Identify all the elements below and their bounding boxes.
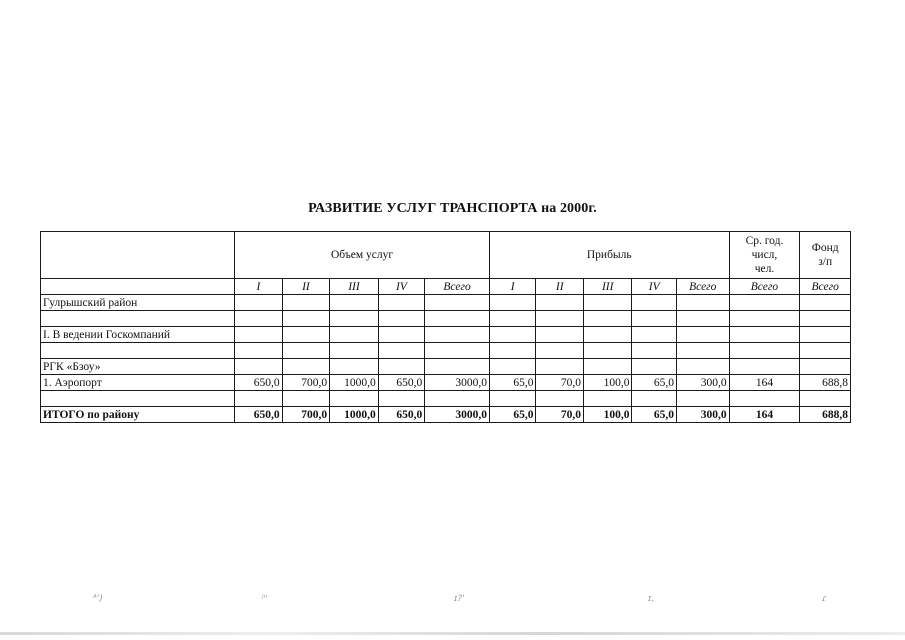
page-title: РАЗВИТИЕ УСЛУГ ТРАНСПОРТА на 2000г. (308, 201, 597, 216)
table-row (41, 295, 851, 311)
header-q3: III (583, 279, 632, 295)
header-q4: IV (632, 279, 676, 295)
scan-mark: ɾ (822, 594, 827, 604)
header-q2: II (536, 279, 584, 295)
cell-profit-q4: 65,0 (632, 375, 676, 391)
transport-services-table (40, 231, 851, 423)
row-label-org: РГК «Бзоу» (41, 359, 235, 375)
table-row-empty (41, 391, 851, 407)
cell-volume-q4: 650,0 (378, 375, 425, 391)
row-label-region: Гулрышский район (41, 295, 235, 311)
cell-volume-q1: 650,0 (235, 375, 283, 391)
cell-avg-staff: 164 (729, 407, 800, 423)
table-row (41, 327, 851, 343)
header-total: Всего (800, 279, 851, 295)
header-row-groups (41, 232, 851, 279)
cell-profit-q2: 70,0 (536, 375, 584, 391)
cell-volume-q3: 1000,0 (330, 375, 379, 391)
header-blank-cell (41, 232, 235, 279)
cell-volume-q2: 700,0 (282, 407, 330, 423)
scan-edge-shadow (0, 632, 905, 635)
scan-mark: ʲⁿ (262, 594, 268, 604)
table-row-total (41, 407, 851, 423)
scan-mark: ɪ?' (454, 594, 465, 604)
cell-profit-q4: 65,0 (632, 407, 676, 423)
cell-profit-q1: 65,0 (489, 375, 536, 391)
table-row-empty (41, 311, 851, 327)
cell-volume-total: 3000,0 (425, 375, 490, 391)
cell-volume-q2: 700,0 (282, 375, 330, 391)
header-wage-fund: Фонд з/п (800, 232, 851, 279)
header-avg-staff: Ср. год. числ, чел. (729, 232, 800, 279)
scan-mark: ɪ, (648, 594, 655, 604)
table-row-airport (41, 375, 851, 391)
header-q3: III (330, 279, 379, 295)
header-blank-cell (41, 279, 235, 295)
table-row-empty (41, 343, 851, 359)
row-label-total: ИТОГО по району (41, 407, 235, 423)
row-label-airport: 1. Аэропорт (41, 375, 235, 391)
cell-profit-q1: 65,0 (489, 407, 536, 423)
cell-volume-q4: 650,0 (378, 407, 425, 423)
cell-volume-q3: 1000,0 (330, 407, 379, 423)
header-total: Всего (676, 279, 729, 295)
cell-profit-total: 300,0 (676, 375, 729, 391)
cell-wage-fund: 688,8 (800, 375, 851, 391)
cell-profit-q2: 70,0 (536, 407, 584, 423)
header-volume: Объем услуг (235, 232, 490, 279)
header-q4: IV (378, 279, 425, 295)
scan-mark: ᴬ') (93, 594, 103, 604)
header-profit: Прибыль (489, 232, 729, 279)
cell-wage-fund: 688,8 (800, 407, 851, 423)
header-q1: I (235, 279, 283, 295)
header-total: Всего (729, 279, 800, 295)
cell-profit-q3: 100,0 (583, 375, 632, 391)
header-total: Всего (425, 279, 490, 295)
cell-profit-q3: 100,0 (583, 407, 632, 423)
page-corner-marks (0, 594, 905, 614)
cell-volume-total: 3000,0 (425, 407, 490, 423)
header-row-quarters (41, 279, 851, 295)
header-q1: I (489, 279, 536, 295)
table-row (41, 359, 851, 375)
cell-profit-total: 300,0 (676, 407, 729, 423)
cell-avg-staff: 164 (729, 375, 800, 391)
row-label-section: I. В ведении Госкомпаний (41, 327, 235, 343)
cell-volume-q1: 650,0 (235, 407, 283, 423)
header-q2: II (282, 279, 330, 295)
